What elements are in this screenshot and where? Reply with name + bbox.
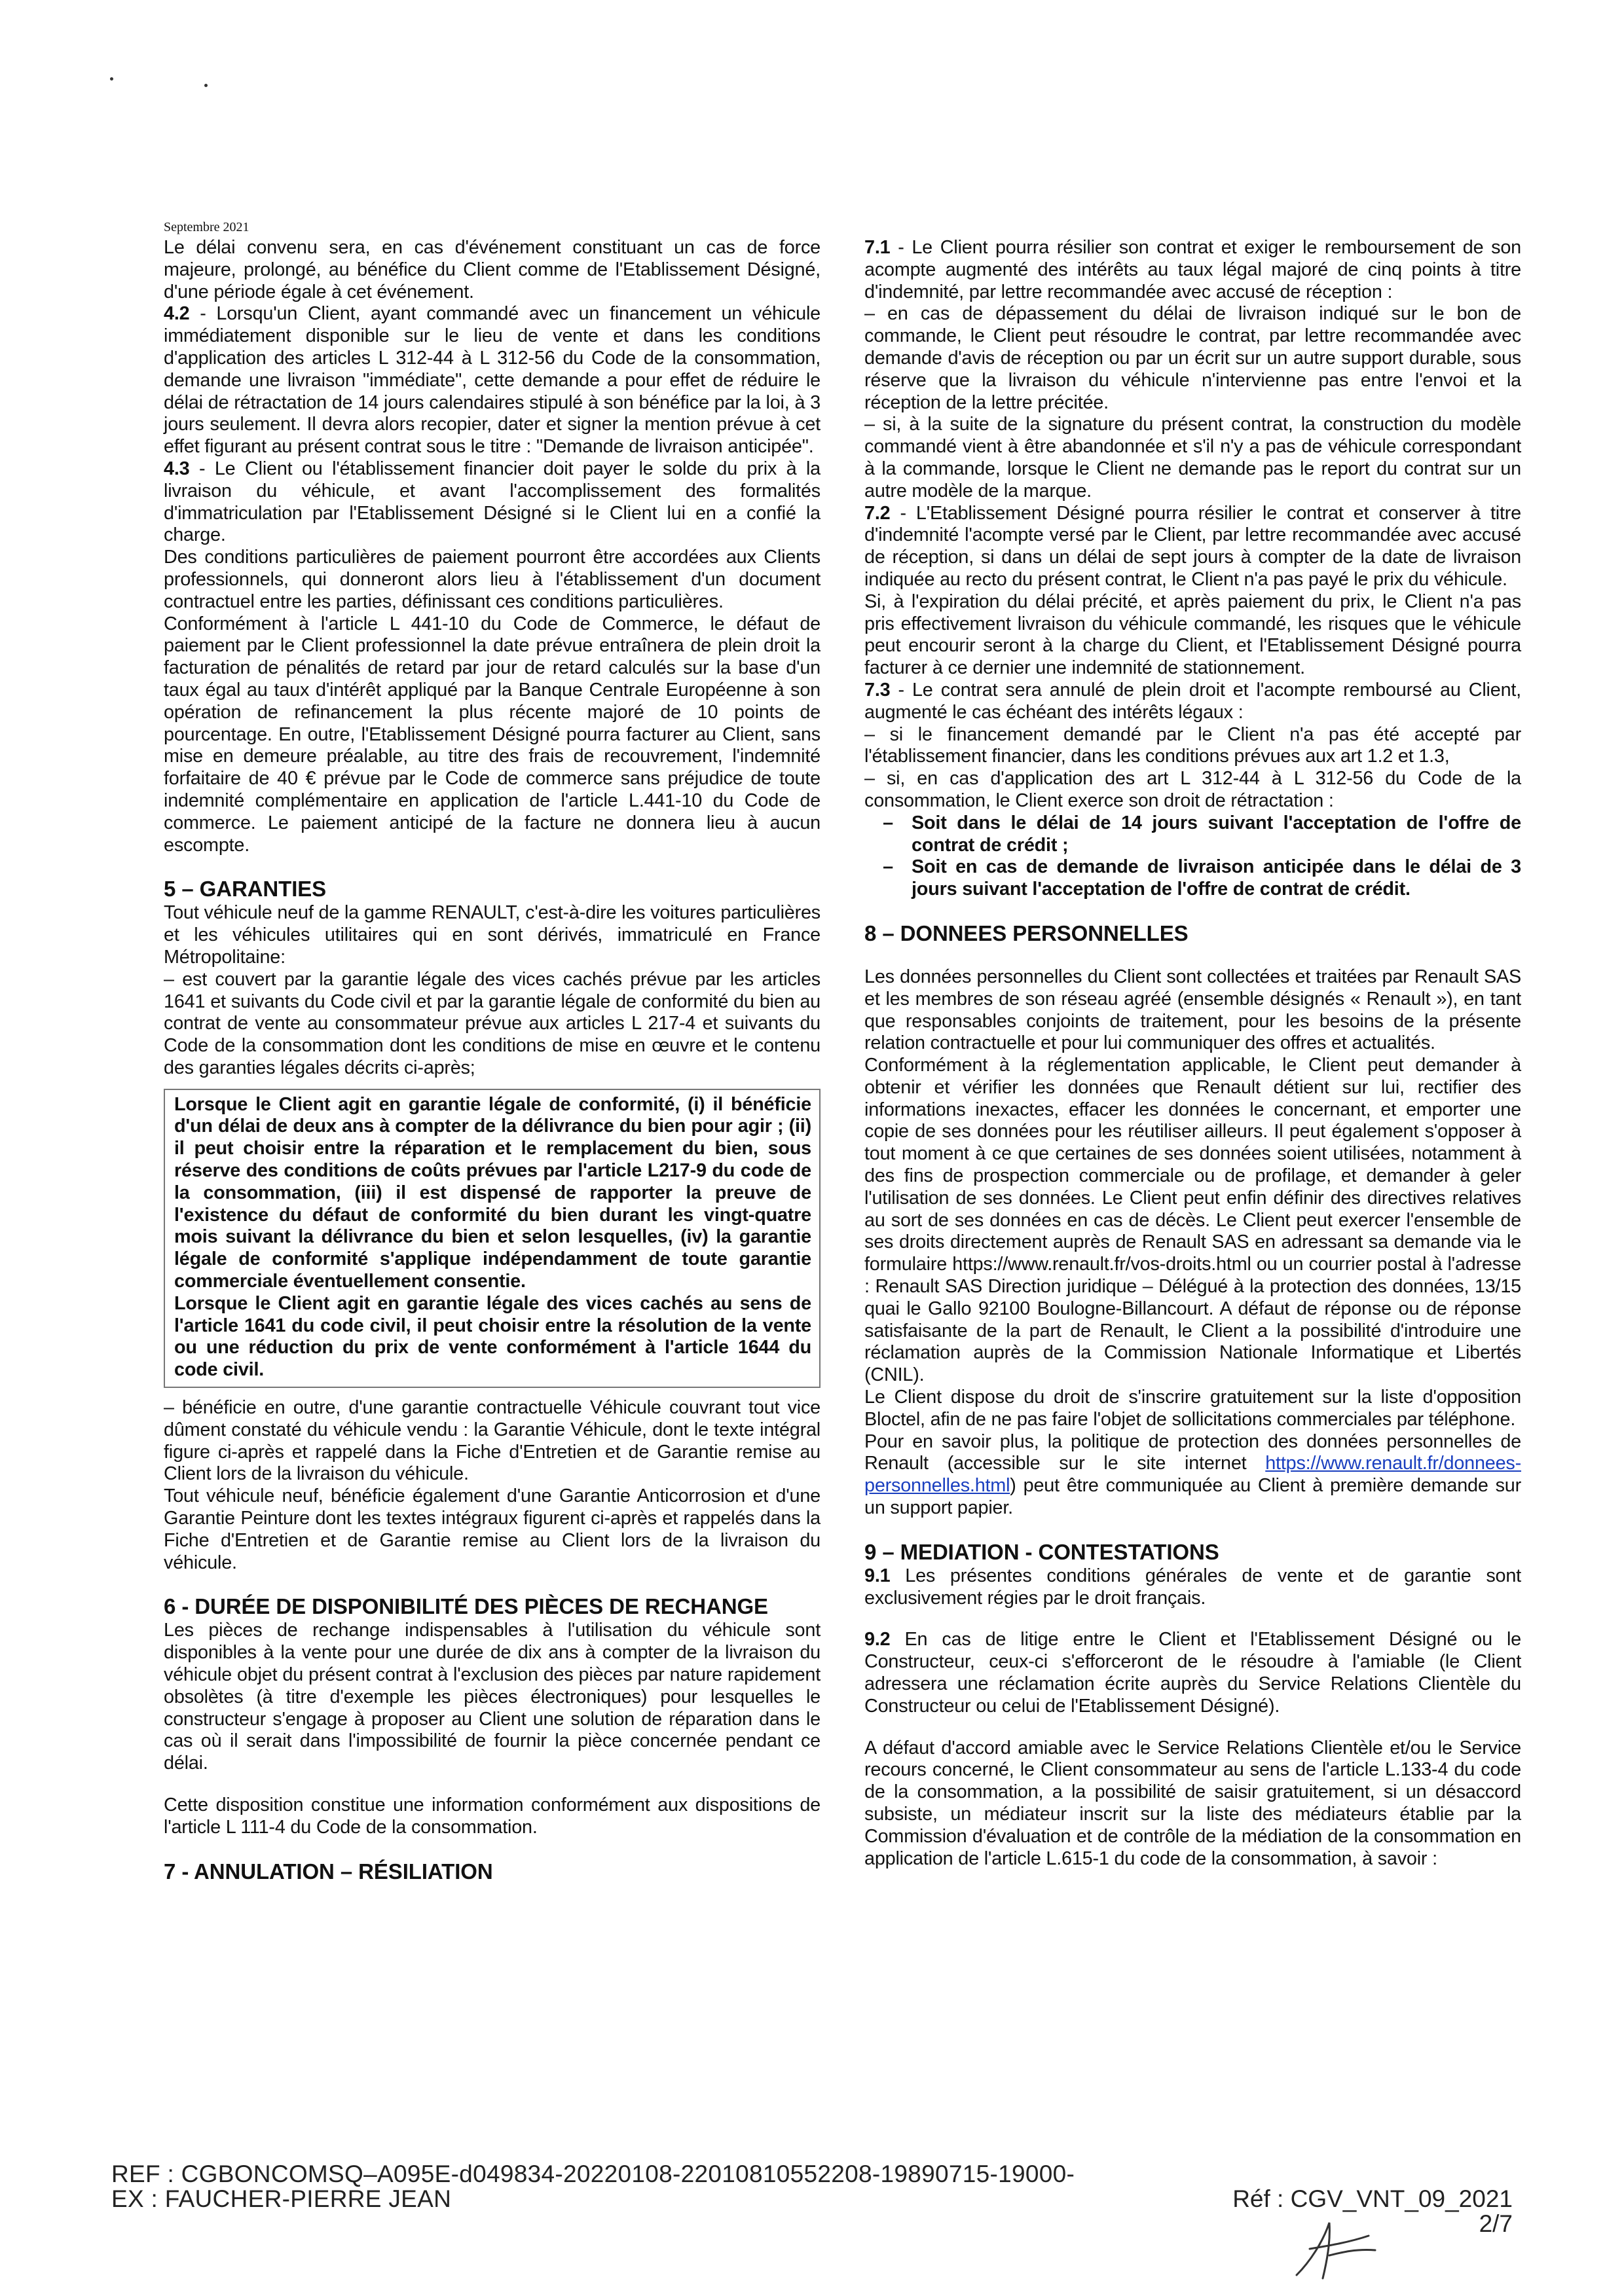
clause-text: - L'Etablissement Désigné pourra résilier le contrat et conserver à titre d'indemnité l'acompte versé par le Client, par lettre recommandée avec accusé de réception, si dans un délai de sept jours à compter de la date de livraison indiquée au recto du présent contrat, le Client n'a pas payé le prix du véhicule. <box>864 502 1521 590</box>
clause-number: 7.2 <box>864 502 891 524</box>
paragraph-conditions-particulieres: Des conditions particulières de paiement pourront être accordées aux Clients professionnels, qui donneront alors lieu à l'établissement d'un document contractuel entre les parties, définissant ces conditions particulières. <box>164 547 821 612</box>
legal-guarantee-box <box>164 1089 821 1388</box>
paragraph-anticorrosion: Tout véhicule neuf, bénéficie également d'une Garantie Anticorrosion et d'une Garantie Peinture dont les textes intégraux figurent ci-après et rappelés dans la Fiche d'Entretien et de Garantie remise au Client lors de la livraison du véhicule. <box>164 1485 821 1573</box>
text-span: Pour en savoir plus, la politique de protection des données personnelles de Renault (accessible sur le site internet <box>864 1430 1521 1474</box>
paragraph-9-2 <box>864 1629 1521 1717</box>
scan-speck <box>204 84 208 87</box>
paragraph-7-1 <box>864 237 1521 303</box>
paragraph-7-3-financement: – si le financement demandé par le Client n'a pas été accepté par l'établissement financier, dans les conditions prévues aux art 1.2 et 1.3, <box>864 723 1521 767</box>
clause-text: En cas de litige entre le Client et l'Etablissement Désigné ou le Constructeur, ceux-ci s'efforceront de le résoudre à l'amiable (le Client adressera une réclamation écrite auprès du Service Relations Clientèle du Constructeur ou celui de l'Etablissement Désigné). <box>864 1629 1521 1717</box>
footer-ex-line: EX : FAUCHER-PIERRE JEAN <box>111 2185 452 2212</box>
paragraph-7-2 <box>864 503 1521 591</box>
paragraph-7-3 <box>864 680 1521 724</box>
cgv-reference: Réf : CGV_VNT_09_2021 <box>1232 2185 1513 2212</box>
paragraph-4-2 <box>164 303 821 458</box>
paragraph-article-l441: Conformément à l'article L 441-10 du Code de Commerce, le défaut de paiement par le Client professionnel la date prévue entraînera de plein droit la facturation de pénalités de retard par jour de retard calculés sur la base d'un taux égal au taux d'intérêt appliqué par la Banque Centrale Européenne à son opération de refinancement la plus récente majoré de 10 points de pourcentage. En outre, l'Etablissement Désigné pourra facturer au Client, sans mise en demeure préalable, au titre des frais de recouvrement, l'indemnité forfaitaire de 40 € prévue par le Code de commerce sans préjudice de toute indemnité complémentaire en application de l'article L.441-10 du Code de commerce. Le paiement anticipé de la facture ne donnera lieu à aucun escompte. <box>164 613 821 856</box>
clause-text: Les présentes conditions générales de vente et de garantie sont exclusivement régies par le droit français. <box>864 1565 1521 1609</box>
privacy-policy-link[interactable]: https://www.renault.fr/donnees-personnelles.html <box>864 1453 1521 1497</box>
right-column <box>864 237 1521 1870</box>
left-column <box>164 237 821 1885</box>
list-item-text: Soit dans le délai de 14 jours suivant l'acceptation de l'offre de contrat de crédit ; <box>912 812 1521 856</box>
paragraph-4-3 <box>164 458 821 547</box>
dash-bullet: – <box>883 856 893 878</box>
clause-number: 7.3 <box>864 679 891 701</box>
text-span: ) peut être communiquée au Client à première demande sur un support papier. <box>864 1475 1521 1519</box>
paragraph-force-majeure: Le délai convenu sera, en cas d'événement constituant un cas de force majeure, prolongé, au bénéfice du Client comme de l'Etablissement Désigné, d'une période égale à cet événement. <box>164 237 821 302</box>
section-heading-garanties: 5 – GARANTIES <box>164 877 327 902</box>
paragraph-7-2-expiration: Si, à l'expiration du délai précité, et après paiement du prix, le Client n'a pas pris effectivement livraison du véhicule commandé, les risques que le véhicule peut encourir seront à la charge du Client, et l'Etablissement Désigné pourra facturer à ce dernier une indemnité de stationnement. <box>864 591 1521 679</box>
footer-reference <box>111 2162 1075 2212</box>
paragraph-pieces: Les pièces de rechange indispensables à l'utilisation du véhicule sont disponibles à la vente pour une durée de dix ans à compter de la livraison du véhicule objet du présent contrat à l'exclusion des pièces par nature rapidement obsolètes (à titre d'exemple les pièces électroniques) pour lesquelles le constructeur s'engage à proposer au Client une solution de réparation dans le cas où il serait dans l'impossibilité de fournir la pièce concernée pendant ce délai. <box>164 1620 821 1774</box>
section-heading-mediation: 9 – MEDIATION - CONTESTATIONS <box>864 1539 1219 1564</box>
paragraph-7-1-abandon: – si, à la suite de la signature du présent contrat, la construction du modèle commandé vient à être abandonnée et s'il n'y a pas de véhicule correspondant à la commande, lorsque le Client ne demande pas le report du contrat sur un autre modèle de la marque. <box>864 414 1521 501</box>
signature-icon <box>1283 2216 1382 2282</box>
section-heading-pieces: 6 - DURÉE DE DISPONIBILITÉ DES PIÈCES DE RECHANGE <box>164 1594 768 1619</box>
paragraph-disposition: Cette disposition constitue une information conformément aux dispositions de l'article L 111-4 du Code de la consommation. <box>164 1795 821 1838</box>
clause-number: 7.1 <box>864 237 891 258</box>
paragraph-garanties-intro: Tout véhicule neuf de la gamme RENAULT, c'est-à-dire les voitures particulières et les véhicules utilitaires qui en sont dérivés, immatriculé en France Métropolitaine: <box>164 902 821 968</box>
clause-text: - Le contrat sera annulé de plein droit et l'acompte remboursé au Client, augmenté le cas échéant des intérêts légaux : <box>864 679 1521 723</box>
clause-text: - Le Client pourra résilier son contrat et exiger le remboursement de son acompte augmenté des intérêts au taux légal majoré de cinq points à titre d'indemnité, par lettre recommandée avec accusé de réception : <box>864 237 1521 302</box>
box-paragraph-vices-caches: Lorsque le Client agit en garantie légale des vices cachés au sens de l'article 1641 du code civil, il peut choisir entre la résolution de la vente ou une réduction du prix de vente conformément à l'article 1644 du code civil. <box>174 1292 811 1381</box>
section-heading-donnees: 8 – DONNEES PERSONNELLES <box>864 920 1189 945</box>
list-item <box>864 856 1521 901</box>
paragraph-donnees-1: Les données personnelles du Client sont collectées et traitées par Renault SAS et les membres de son réseau agréé (ensemble désignés « Renault »), en tant que responsables conjoints de traitement, pour les besoins de la présente relation contractuelle et pour lui communiquer des offres et actualités. <box>864 966 1521 1054</box>
clause-number: 9.2 <box>864 1629 891 1650</box>
clause-number: 9.1 <box>864 1565 891 1586</box>
box-paragraph-conformite: Lorsque le Client agit en garantie légale de conformité, (i) il bénéficie d'un délai de deux ans à compter de la délivrance du bien pour agir ; (ii) il peut choisir entre la réparation et le remplacement du bien, sous réserve des conditions de coûts prévues par l'article L217-9 du code de la consommation, (iii) il est dispensé de rapporter la preuve de l'existence du défaut de conformité du bien durant les vingt-quatre mois suivant la délivrance du bien et selon lesquelles, (iv) la garantie légale de conformité s'applique indépendamment de toute garantie commerciale éventuellement consentie. <box>174 1093 811 1292</box>
section-heading-annulation: 7 - ANNULATION – RÉSILIATION <box>164 1859 493 1884</box>
paragraph-donnees-3: Le Client dispose du droit de s'inscrire gratuitement sur la liste d'opposition Bloctel, afin de ne pas faire l'objet de sollicitations commerciales par téléphone. <box>864 1387 1521 1430</box>
clause-text: - Lorsqu'un Client, ayant commandé avec un financement un véhicule immédiatement disponible sur le lieu de vente et dans les conditions d'application des articles L 312-44 à L 312-56 du Code de la consommation, demande une livraison "immédiate", cette demande a pour effet de réduire le délai de rétractation de 14 jours calendaires stipulé à son bénéfice par la loi, à 3 jours seulement. Il devra alors recopier, dater et signer la mention prévue à cet effet figurant au présent contrat sous le titre : "Demande de livraison anticipée". <box>164 303 821 458</box>
list-item-text: Soit en cas de demande de livraison anticipée dans le délai de 3 jours suivant l'acceptation de l'offre de contrat de crédit. <box>912 856 1521 900</box>
clause-number: 4.3 <box>164 458 190 479</box>
list-item <box>864 812 1521 857</box>
paragraph-garantie-contractuelle: – bénéficie en outre, d'une garantie contractuelle Véhicule couvrant tout vice dûment constaté du véhicule vendu : la Garantie Véhicule, dont le texte intégral figure ci-après et rappelé dans la Fiche d'Entretien et de Garantie remise au Client lors de la livraison du véhicule. <box>164 1397 821 1485</box>
footer-ref-line: REF : CGBONCOMSQ–A095E-d049834-20220108-22010810552208-19890715-19000- <box>111 2160 1075 2187</box>
page-number: 2/7 <box>1479 2210 1513 2237</box>
scan-speck <box>110 77 113 81</box>
paragraph-9-1 <box>864 1565 1521 1610</box>
document-date: Septembre 2021 <box>164 220 249 234</box>
paragraph-7-3-retractation: – si, en cas d'application des art L 312-44 à L 312-56 du Code de la consommation, le Client exerce son droit de rétractation : <box>864 768 1521 811</box>
paragraph-donnees-4 <box>864 1431 1521 1520</box>
paragraph-accord-amiable: A défaut d'accord amiable avec le Service Relations Clientèle et/ou le Service recours concerné, le Client consommateur au sens de l'article L.133-4 du code de la consommation, a la possibilité de saisir gratuitement, si un désaccord subsiste, un médiateur inscrit sur la liste des médiateurs établie par la Commission d'évaluation et de contrôle de la médiation de la consommation en application de l'article L.615-1 du code de la consommation, à savoir : <box>864 1737 1521 1869</box>
paragraph-donnees-2: Conformément à la réglementation applicable, le Client peut demander à obtenir et vérifier les données que Renault détient sur lui, rectifier des informations inexactes, effacer les données le concernant, et emporter une copie de ses données pour les réutiliser ailleurs. Il peut également s'opposer à tout moment à ce que certaines de ses données soient utilisées, notamment à des fins de prospection commerciale ou de profilage, et demander à geler l'utilisation de ses données. Le Client peut enfin définir des directives relatives au sort de ses données en cas de décès. Le Client peut exercer l'ensemble de ses droits directement auprès de Renault SAS en adressant sa demande via le formulaire https://www.renault.fr/vos-droits.html ou un courrier postal à l'adresse : Renault SAS Direction juridique – Délégué à la protection des données, 13/15 quai le Gallo 92100 Boulogne-Billancourt. A défaut de réponse ou de réponse satisfaisante de la part de Renault, le Client a la possibilité d'introduire une réclamation auprès de la Commission Nationale Informatique et Libertés (CNIL). <box>864 1055 1521 1386</box>
clause-number: 4.2 <box>164 303 190 325</box>
dash-bullet: – <box>883 812 893 833</box>
paragraph-7-1-delai: – en cas de dépassement du délai de livraison indiqué sur le bon de commande, le Client peut résoudre le contrat, par lettre recommandée avec demande d'avis de réception ou par un écrit sur un autre support durable, sous réserve que la livraison du véhicule n'intervienne pas entre l'envoi et la réception de la lettre précitée. <box>864 303 1521 413</box>
clause-text: - Le Client ou l'établissement financier doit payer le solde du prix à la livraison du véhicule, et avant l'accomplissement des formalités d'immatriculation par l'Etablissement Désigné si le Client lui en a confié la charge. <box>164 458 821 546</box>
paragraph-garantie-legale: – est couvert par la garantie légale des vices cachés prévue par les articles 1641 et suivants du Code civil et par la garantie légale de conformité du bien au contrat de vente au consommateur prévue aux articles L 217-4 et suivants du Code de la consommation dont les conditions de mise en œuvre et le contenu des garanties légales décrits ci-après; <box>164 968 821 1078</box>
